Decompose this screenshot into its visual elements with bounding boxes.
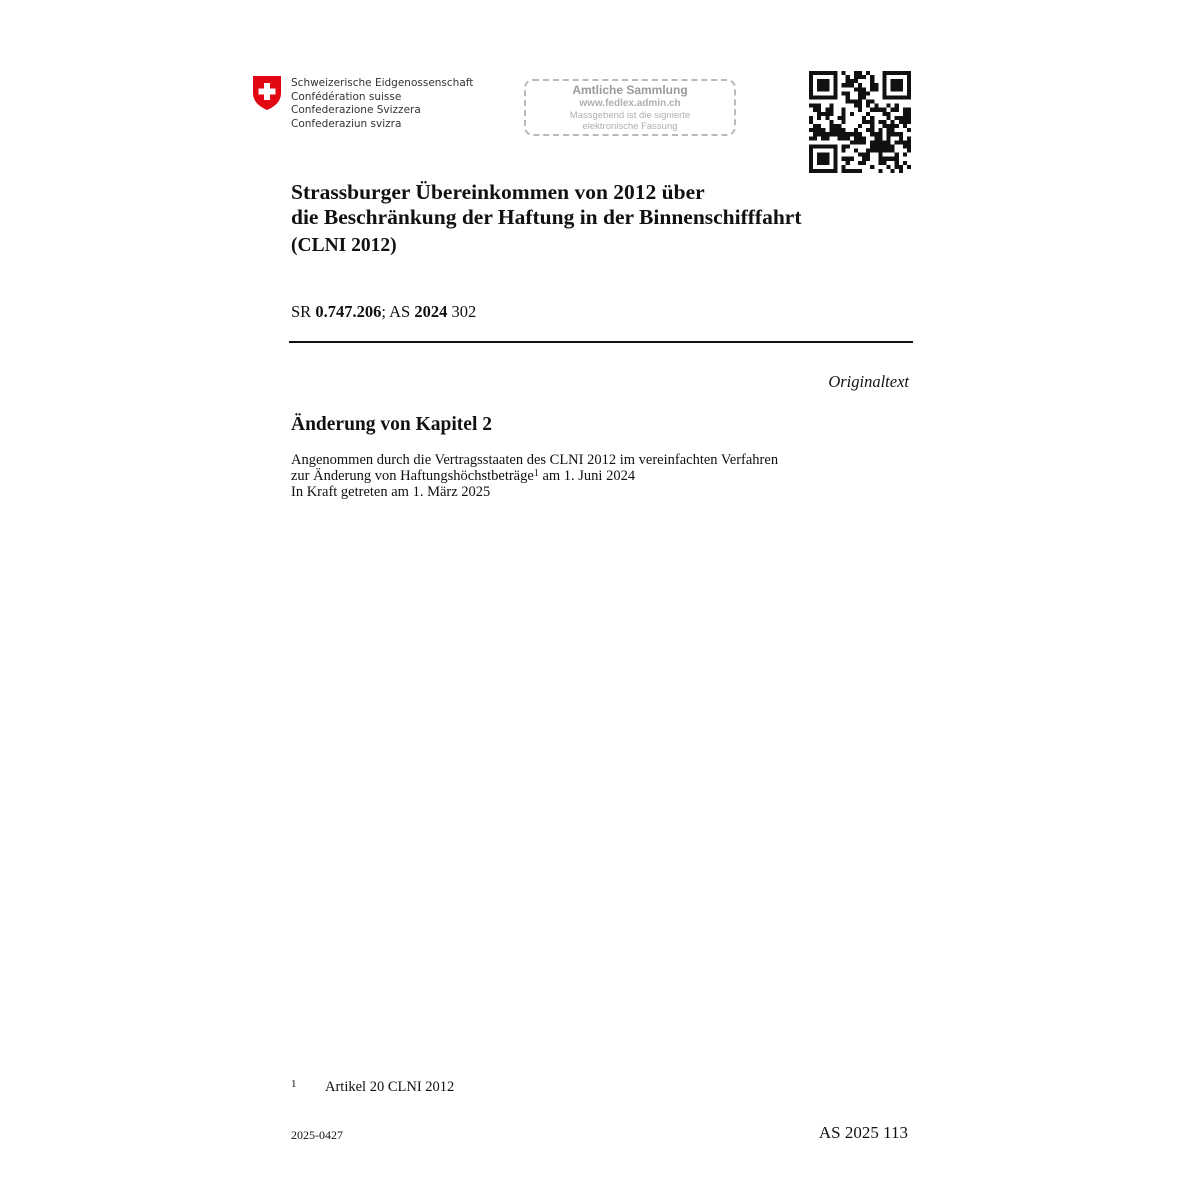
stamp-title: Amtliche Sammlung — [572, 83, 688, 97]
footnote-number: 1 — [291, 1078, 297, 1090]
qr-code-icon — [809, 71, 911, 173]
as-reference: AS 2025 113 — [818, 1123, 908, 1142]
section-title: Änderung von Kapitel 2 — [291, 414, 492, 435]
original-text-label: Originaltext — [828, 372, 909, 391]
sr-reference — [291, 302, 476, 322]
as-page: 302 — [447, 302, 477, 321]
adoption-date: am 1. Juni 2024 — [538, 468, 636, 484]
swiss-cross-icon — [252, 75, 282, 111]
sr-prefix: SR — [291, 302, 316, 321]
footnote — [291, 1078, 454, 1096]
adoption-notice — [291, 452, 778, 500]
footnote-reference[interactable]: 1 — [533, 468, 539, 479]
adoption-line-1: Angenommen durch die Vertragsstaaten des CLNI 2012 im vereinfachten Verfahren — [291, 452, 779, 468]
title-line-2: die Beschränkung der Haftung in der Binnenschifffahrt — [291, 205, 802, 229]
official-collection-stamp — [524, 79, 736, 136]
short-title: (CLNI 2012) — [291, 235, 397, 256]
as-year: 2024 — [414, 302, 448, 321]
federation-name-de: Schweizerische Eidgenossenschaft — [291, 77, 474, 89]
as-prefix: ; AS — [381, 302, 415, 321]
stamp-note-2: elektronische Fassung — [582, 121, 678, 132]
federation-names — [291, 77, 473, 131]
federation-name-fr: Confédération suisse — [291, 90, 402, 103]
sr-number: 0.747.206 — [315, 302, 382, 321]
adoption-line-3: In Kraft getreten am 1. März 2025 — [291, 484, 491, 500]
stamp-url[interactable]: www.fedlex.admin.ch — [579, 98, 681, 109]
stamp-note-1: Massgebend ist die signierte — [569, 110, 691, 121]
footnote-text: Artikel 20 CLNI 2012 — [325, 1079, 455, 1095]
federation-name-rm: Confederaziun svizra — [291, 117, 402, 130]
document-id: 2025-0427 — [291, 1128, 343, 1142]
title-line-1: Strassburger Übereinkommen von 2012 über — [291, 180, 705, 204]
header-divider — [289, 341, 913, 343]
adoption-line-2-text: zur Änderung von Haftungshöchstbeträge — [291, 468, 534, 484]
document-title — [291, 180, 802, 258]
adoption-line-2 — [291, 468, 778, 484]
federation-name-it: Confederazione Svizzera — [291, 104, 421, 116]
